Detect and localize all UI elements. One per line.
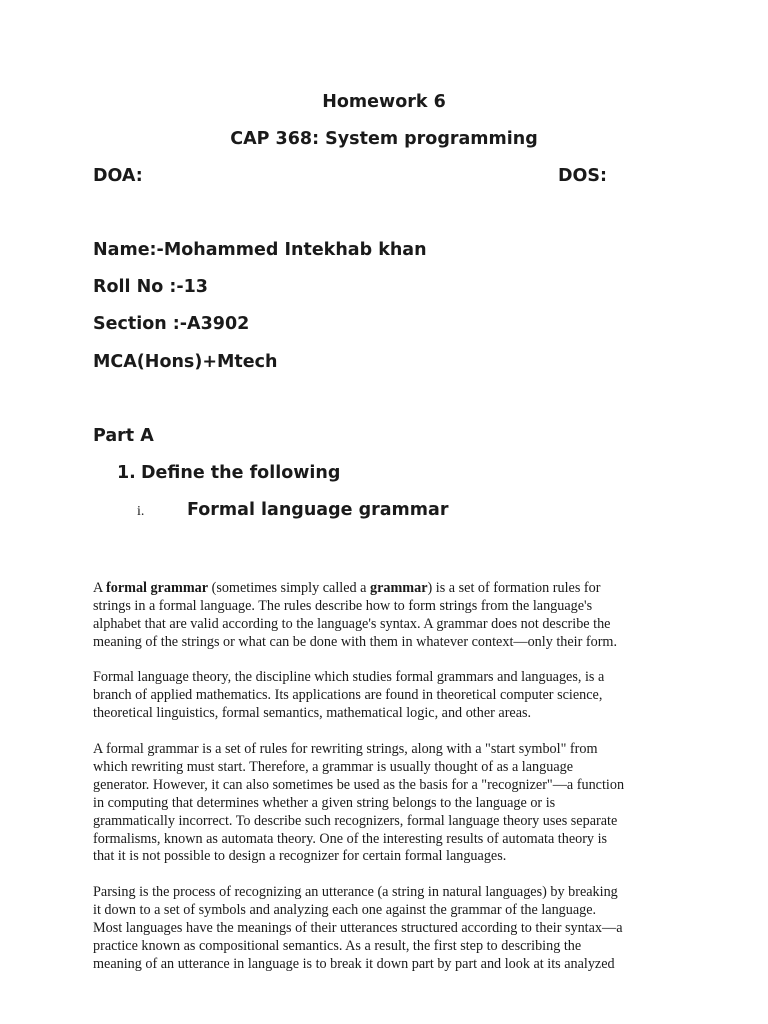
paragraph-line: A formal grammar is a set of rules for rewriting strings, along with a "start symbol" from <box>93 741 598 757</box>
paragraph-line: which rewriting must start. Therefore, a grammar is usually thought of as a language <box>93 758 574 775</box>
paragraph-line: alphabet that are valid according to the language's syntax. A grammar does not describe the <box>93 615 611 632</box>
term-bold: formal grammar <box>106 580 209 596</box>
paragraph-line: generator. However, it can also sometimes be used as the basis for a "recognizer"—a function <box>93 776 625 793</box>
question-number: 1. <box>117 463 136 483</box>
dos-label: DOS: <box>558 166 608 186</box>
paragraph-line: grammatically incorrect. To describe such recognizers, formal language theory uses separate <box>93 812 618 829</box>
doa-label: DOA: <box>93 166 143 186</box>
text-run: ) is a set of formation rules for <box>427 580 601 596</box>
paragraph-line: branch of applied mathematics. Its applications are found in theoretical computer science, <box>93 686 603 703</box>
student-name: Name:-Mohammed Intekhab khan <box>93 240 427 260</box>
paragraph-4 <box>93 884 693 974</box>
roll-number: Roll No :-13 <box>93 277 208 297</box>
paragraph-line: strings in a formal language. The rules describe how to form strings from the language's <box>93 597 593 614</box>
paragraph-line: in computing that determines whether a given string belongs to the language or is <box>93 794 556 811</box>
section: Section :-A3902 <box>93 314 250 334</box>
paragraph-line: theoretical linguistics, formal semantics, mathematical logic, and other areas. <box>93 704 532 721</box>
paragraph-line: meaning of an utterance in language is to break it down part by part and look at its analyzed <box>93 955 615 972</box>
paragraph-3 <box>93 741 693 866</box>
text-run: (sometimes simply called a <box>208 580 370 596</box>
paragraph-line: Most languages have the meanings of their utterances structured according to their syntax—a <box>93 919 623 936</box>
paragraph-line <box>93 580 693 598</box>
paragraph-line: it down to a set of symbols and analyzing each one against the grammar of the language. <box>93 901 597 918</box>
part-heading: Part A <box>93 426 154 446</box>
term-bold: grammar <box>369 580 428 596</box>
course-title: CAP 368: System programming <box>230 129 538 149</box>
paragraph-line: that it is not possible to design a recognizer for certain formal languages. <box>93 848 507 865</box>
question-text: Define the following <box>141 463 341 483</box>
paragraph-line: practice known as compositional semantics. As a result, the first step to describing the <box>93 937 582 954</box>
paragraph-line: Parsing is the process of recognizing an utterance (a string in natural languages) by breaking <box>93 884 618 900</box>
paragraph-line: formalisms, known as automata theory. One of the interesting results of automata theory is <box>93 830 608 847</box>
paragraph-line: Formal language theory, the discipline which studies formal grammars and languages, is a <box>93 669 605 685</box>
sub-item-title: Formal language grammar <box>187 500 449 520</box>
sub-item-number: i. <box>137 504 145 519</box>
paragraph-2 <box>93 669 693 723</box>
text-run: A <box>93 580 107 596</box>
document-title: Homework 6 <box>322 92 446 112</box>
paragraph-1 <box>93 580 693 652</box>
program: MCA(Hons)+Mtech <box>93 352 278 372</box>
paragraph-line: meaning of the strings or what can be done with them in whatever context—only their form. <box>93 633 618 650</box>
